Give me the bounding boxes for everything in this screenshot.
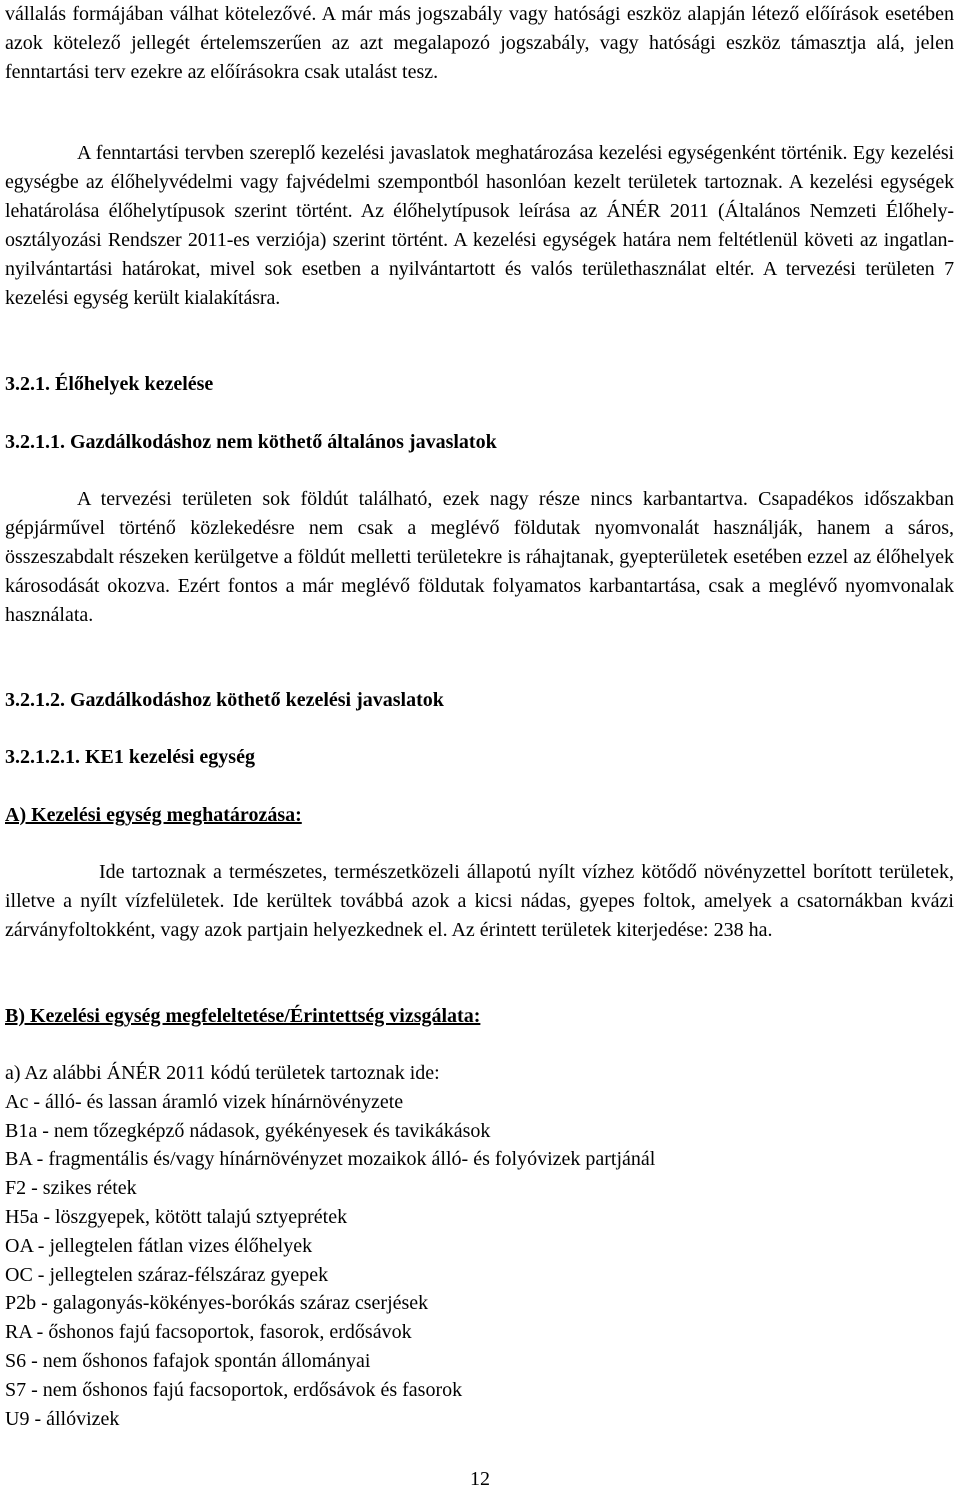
list-item: H5a - löszgyepek, kötött talajú sztyeprétek xyxy=(5,1205,348,1228)
list-item: U9 - állóvizek xyxy=(5,1407,120,1430)
list-item: F2 - szikes rétek xyxy=(5,1177,137,1200)
list-item: Ac - álló- és lassan áramló vizek hínárnövényzete xyxy=(5,1090,404,1113)
list-intro: a) Az alábbi ÁNÉR 2011 kódú területek tartoznak ide: xyxy=(5,1062,440,1084)
heading-farming-recommendations: 3.2.1.2. Gazdálkodáshoz köthető kezelési javaslatok xyxy=(5,689,444,711)
heading-habitats-management: 3.2.1. Élőhelyek kezelése xyxy=(5,373,214,395)
page-number: 12 xyxy=(470,1468,490,1490)
heading-unit-correspondence: B) Kezelési egység megfeleltetése/Érintettség vizsgálata: xyxy=(5,1005,481,1027)
general-recommendations-paragraph: A tervezési területen sok földút található, ezek nagy része nincs karbantartva. Csapadékos időszakban gépjárművel történő közlekedésre nem csak a meglévő földutak nyomvonalát használják, hanem a sáros, összeszabdalt részeken kerülgetve a földút melletti területekre is ráhajtanak, gyepterületek esetében ezzel az élőhelyek károsodását okozva. Ezért fontos a már meglévő földutak folyamatos karbantartása, csak a meglévő nyomvonalak használata. xyxy=(5,488,954,626)
heading-ke1-unit: 3.2.1.2.1. KE1 kezelési egység xyxy=(5,746,255,768)
management-units-paragraph: A fenntartási tervben szereplő kezelési javaslatok meghatározása kezelési egységenként történik. Egy kezelési egységbe az élőhelyvédelmi vagy fajvédelmi szempontból hasonlóan kezelt területek tartoznak. A kezelési egységek lehatárolása élőhelytípusok szerint történt. Az élőhelytípusok leírása az ÁNÉR 2011 (Általános Nemzeti Élőhely-osztályozási Rendszer 2011-es verziója) szerint történt. A kezelési egységek határa nem feltétlenül követi az ingatlan-nyilvántartási határokat, mivel sok esetben a nyilvántartott és valós területhasználat eltér. A tervezési területen 7 kezelési egység került kialakításra. xyxy=(5,142,954,309)
list-item: B1a - nem tőzegképző nádasok, gyékényesek és tavikákások xyxy=(5,1119,491,1142)
list-item: BA - fragmentális és/vagy hínárnövényzet mozaikok álló- és folyóvizek partjánál xyxy=(5,1148,656,1171)
unit-definition-paragraph: Ide tartoznak a természetes, természetközeli állapotú nyílt vízhez kötődő növényzettel borított területek, illetve a nyílt vízfelületek. Ide kerültek továbbá azok a kicsi nádas, gyepes foltok, amelyek a csatornákban kvázi zárványfoltokként, vagy azok partjain helyezkednek el. Az érintett területek kiterjedése: 238 ha. xyxy=(5,861,954,941)
list-item: P2b - galagonyás-kökényes-borókás száraz cserjések xyxy=(5,1292,429,1315)
heading-general-recommendations: 3.2.1.1. Gazdálkodáshoz nem köthető általános javaslatok xyxy=(5,431,497,453)
heading-unit-definition: A) Kezelési egység meghatározása: xyxy=(5,804,302,826)
habitat-code-list xyxy=(5,1059,655,1433)
list-item: OC - jellegtelen száraz-félszáraz gyepek xyxy=(5,1263,329,1286)
list-item: OA - jellegtelen fátlan vizes élőhelyek xyxy=(5,1234,313,1257)
list-item: S7 - nem őshonos fajú facsoportok, erdősávok és fasorok xyxy=(5,1378,463,1401)
list-item: S6 - nem őshonos fafajok spontán állományai xyxy=(5,1349,371,1372)
list-item: RA - őshonos fajú facsoportok, fasorok, erdősávok xyxy=(5,1321,412,1344)
intro-paragraph: vállalás formájában válhat kötelezővé. A már más jogszabály vagy hatósági eszköz alapján létező előírások esetében azok kötelező jellegét értelemszerűen az azt megalapozó jogszabály, vagy hatósági eszköz támasztja alá, jelen fenntartási terv ezekre az előírásokra csak utalást tesz. xyxy=(5,3,954,83)
